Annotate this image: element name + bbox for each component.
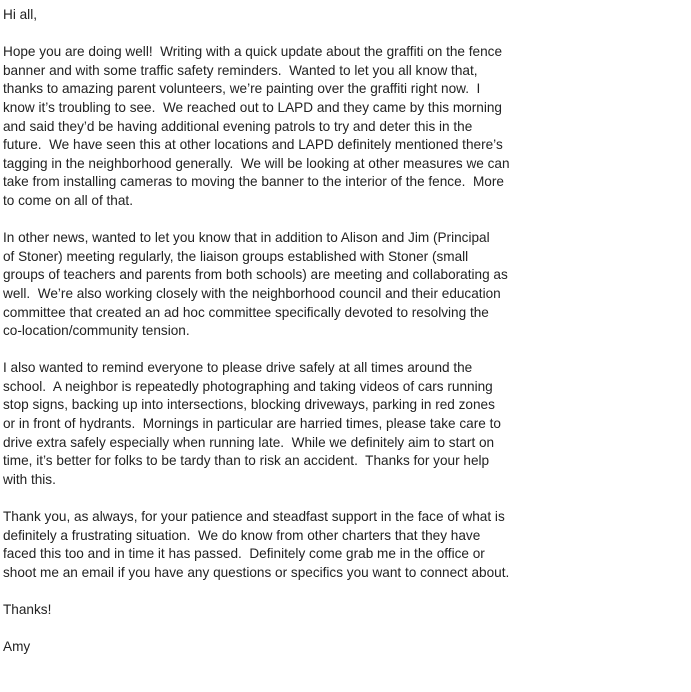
text-line: groups of teachers and parents from both schools) are meeting and collaborating as [3,267,508,283]
paragraph-gap [3,620,688,639]
text-line: school. A neighbor is repeatedly photographing and taking videos of cars running [3,378,493,394]
text-line: I also wanted to remind everyone to please drive safely at all times around the [3,360,473,376]
text-line: and said they’d be having additional evening patrols to try and deter this in the [3,118,473,134]
paragraph-thank-you [3,508,688,582]
text-line: time, it’s better for folks to be tardy than to risk an accident. Thanks for your help [3,453,490,469]
text-line: definitely a frustrating situation. We do know from other charters that they have [3,527,481,543]
text-line: of Stoner) meeting regularly, the liaison groups established with Stoner (small [3,248,469,264]
paragraph-traffic-safety [3,359,688,489]
text-line: thanks to amazing parent volunteers, we’re painting over the graffiti right now. I [3,81,481,97]
text-line: Thank you, as always, for your patience and steadfast support in the face of what is [3,509,505,525]
text-line: drive extra safely especially when running late. While we definitely aim to start on [3,434,495,450]
text-line: with this. [3,471,56,487]
text-line: Hope you are doing well! Writing with a quick update about the graffiti on the fence [3,44,502,60]
greeting: Hi all, [3,7,37,22]
text-line: In other news, wanted to let you know that in addition to Alison and Jim (Principal [3,230,490,246]
text-line: to come on all of that. [3,192,133,208]
text-line: stop signs, backing up into intersections, blocking driveways, parking in red zones [3,397,495,413]
email-body [3,6,688,657]
text-line: shoot me an email if you have any questions or specifics you want to connect about. [3,564,510,580]
text-line: know it’s troubling to see. We reached out to LAPD and they came by this morning [3,99,502,115]
paragraph-gap [3,25,688,44]
text-line: future. We have seen this at other locations and LAPD definitely mentioned there’s [3,137,503,153]
paragraph-liaison-groups [3,229,688,341]
text-line: banner and with some traffic safety reminders. Wanted to let you all know that, [3,62,478,78]
paragraph-gap [3,211,688,230]
text-line: well. We’re also working closely with the neighborhood council and their education [3,285,501,301]
closing: Thanks! [3,602,52,617]
paragraph-gap [3,582,688,601]
text-line: or in front of hydrants. Mornings in particular are harried times, please take care to [3,416,501,432]
text-line: take from installing cameras to moving the banner to the interior of the fence. More [3,174,504,190]
paragraph-gap [3,341,688,360]
signature: Amy [3,639,31,655]
text-line: tagging in the neighborhood generally. We will be looking at other measures we can [3,155,510,171]
paragraph-gap [3,489,688,508]
text-line: committee that created an ad hoc committee specifically devoted to resolving the [3,304,489,320]
paragraph-graffiti-update [3,43,688,210]
text-line: faced this too and in time it has passed. Definitely come grab me in the office or [3,546,485,562]
text-line: co-location/community tension. [3,323,190,339]
